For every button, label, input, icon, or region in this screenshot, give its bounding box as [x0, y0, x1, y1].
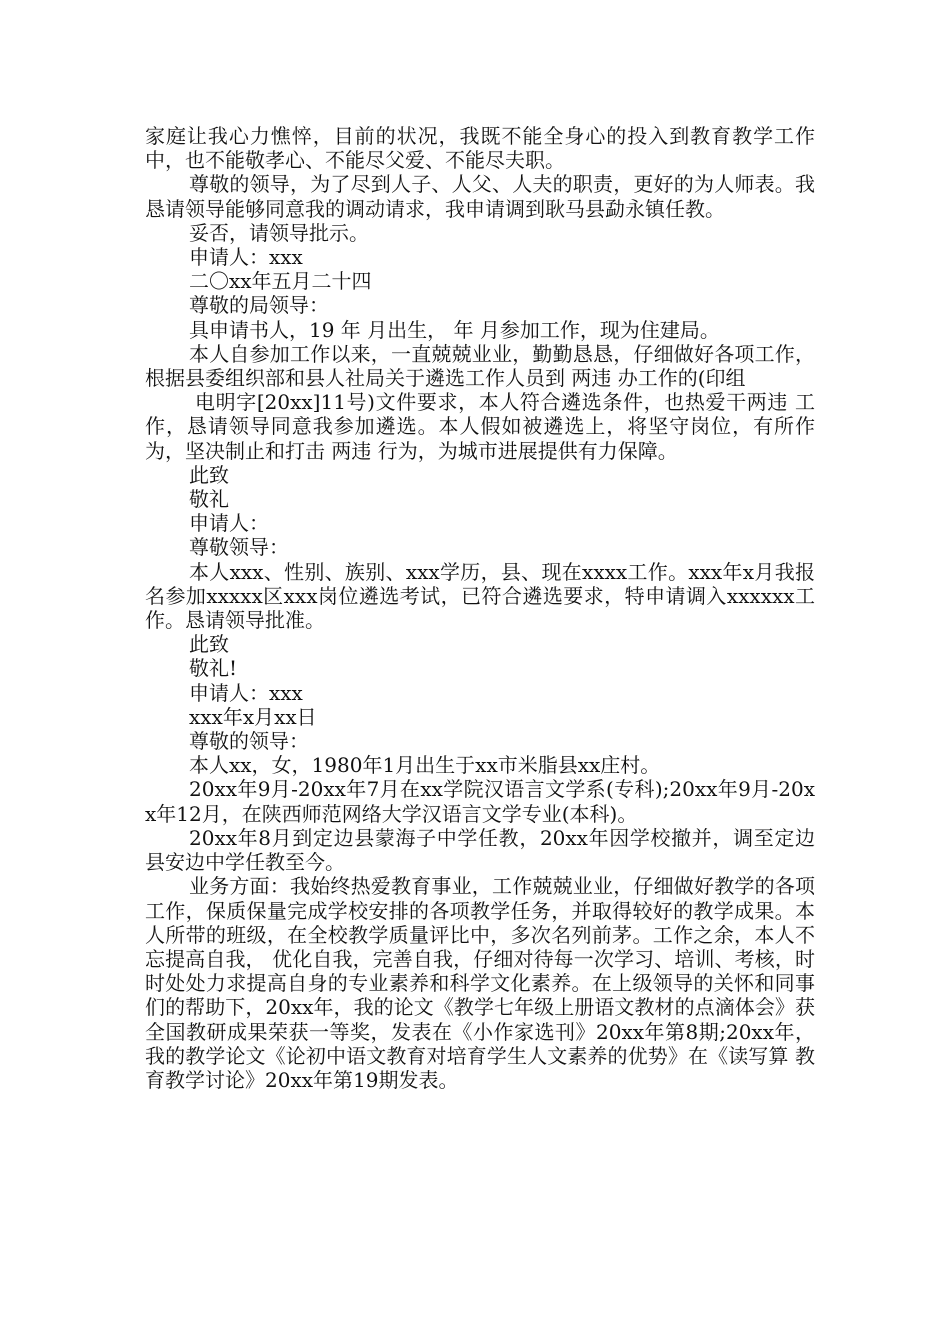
date-line-2: xxx年x月xx日	[189, 704, 317, 729]
salutation-4: 尊敬的领导：	[189, 729, 309, 754]
salutation-2: 尊敬的局领导：	[189, 293, 329, 318]
paragraph-1: 家庭让我心力憔悴，目前的状况，我既不能全身心的投入到教育教学工作中，也不能敬孝心、不能尽父爱、不能尽夫职。	[145, 124, 815, 173]
closing-2: 此致	[189, 632, 229, 657]
paragraph-9: 电明字[20xx]11号)文件要求，本人符合遴选条件，也热爱干两违 工作，恳请领导同意我参加遴选。本人假如被遴选上，将坚守岗位，有所作为，坚决制止和打击 两违 行为，为城市进展提供有力保障。	[145, 390, 815, 463]
paragraph-20: 本人xx，女，1980年1月出生于xx市米脂县xx庄村。	[189, 753, 661, 778]
regards-1: 敬礼	[189, 487, 229, 512]
paragraph-23: 业务方面：我始终热爱教育事业，工作兢兢业业，仔细做好教学的各项工作，保质保量完成学校安排的各项教学任务，并取得较好的教学成果。本人所带的班级，在全校教学质量评比中，多次名列前茅。工作之余，本人不忘提高自我， 优化自我，完善自我，仔细对待每一次学习、培训、考核，时时处处力求提高自身的专业素养和科学文化素养。在上级领导的关怀和同事们的帮助下，20xx年，我的论文《教学七年级上册语文教材的点滴体会》获全国教研成果荣获一等奖，发表在《小作家选刊》20xx年第8期;20xx年，我的教学论文《论初中语文教育对培育学生人文素养的优势》在《读写算 教育教学讨论》20xx年第19期发表。	[145, 874, 815, 1092]
paragraph-21: 20xx年9月-20xx年7月在xx学院汉语言文学系(专科);20xx年9月-20xx年12月，在陕西师范网络大学汉语言文学专业(本科)。	[145, 777, 815, 826]
applicant-line-1: 申请人：xxx	[189, 245, 303, 270]
document-page	[145, 124, 815, 1092]
paragraph-7: 具申请书人，19 年 月出生， 年 月参加工作，现为住建局。	[189, 317, 720, 342]
paragraph-8: 本人自参加工作以来，一直兢兢业业，勤勤恳恳，仔细做好各项工作，根据县委组织部和县人社局关于遴选工作人员到 两违 办工作的(印组	[145, 341, 815, 391]
salutation-3: 尊敬领导：	[189, 535, 289, 560]
applicant-line-3: 申请人：xxx	[189, 680, 303, 705]
closing-1: 此致	[189, 462, 229, 487]
date-line-1: 二〇xx年五月二十四	[189, 269, 372, 294]
paragraph-3: 妥否，请领导批示。	[189, 220, 369, 245]
regards-2: 敬礼!	[189, 656, 238, 681]
paragraph-22: 20xx年8月到定边县蒙海子中学任教，20xx年因学校撤并，调至定边县安边中学任教至今。	[145, 825, 815, 875]
paragraph-2: 尊敬的领导，为了尽到人子、人父、人夫的职责，更好的为人师表。我恳请领导能够同意我的调动请求，我申请调到耿马县勐永镇任教。	[145, 172, 815, 221]
applicant-line-2: 申请人：	[189, 511, 269, 536]
paragraph-14: 本人xxx、性别、族别、xxx学历，县、现在xxxx工作。xxx年x月我报名参加xxxxx区xxx岗位遴选考试，已符合遴选要求，特申请调入xxxxxx工作。恳请领导批准。	[145, 559, 815, 633]
